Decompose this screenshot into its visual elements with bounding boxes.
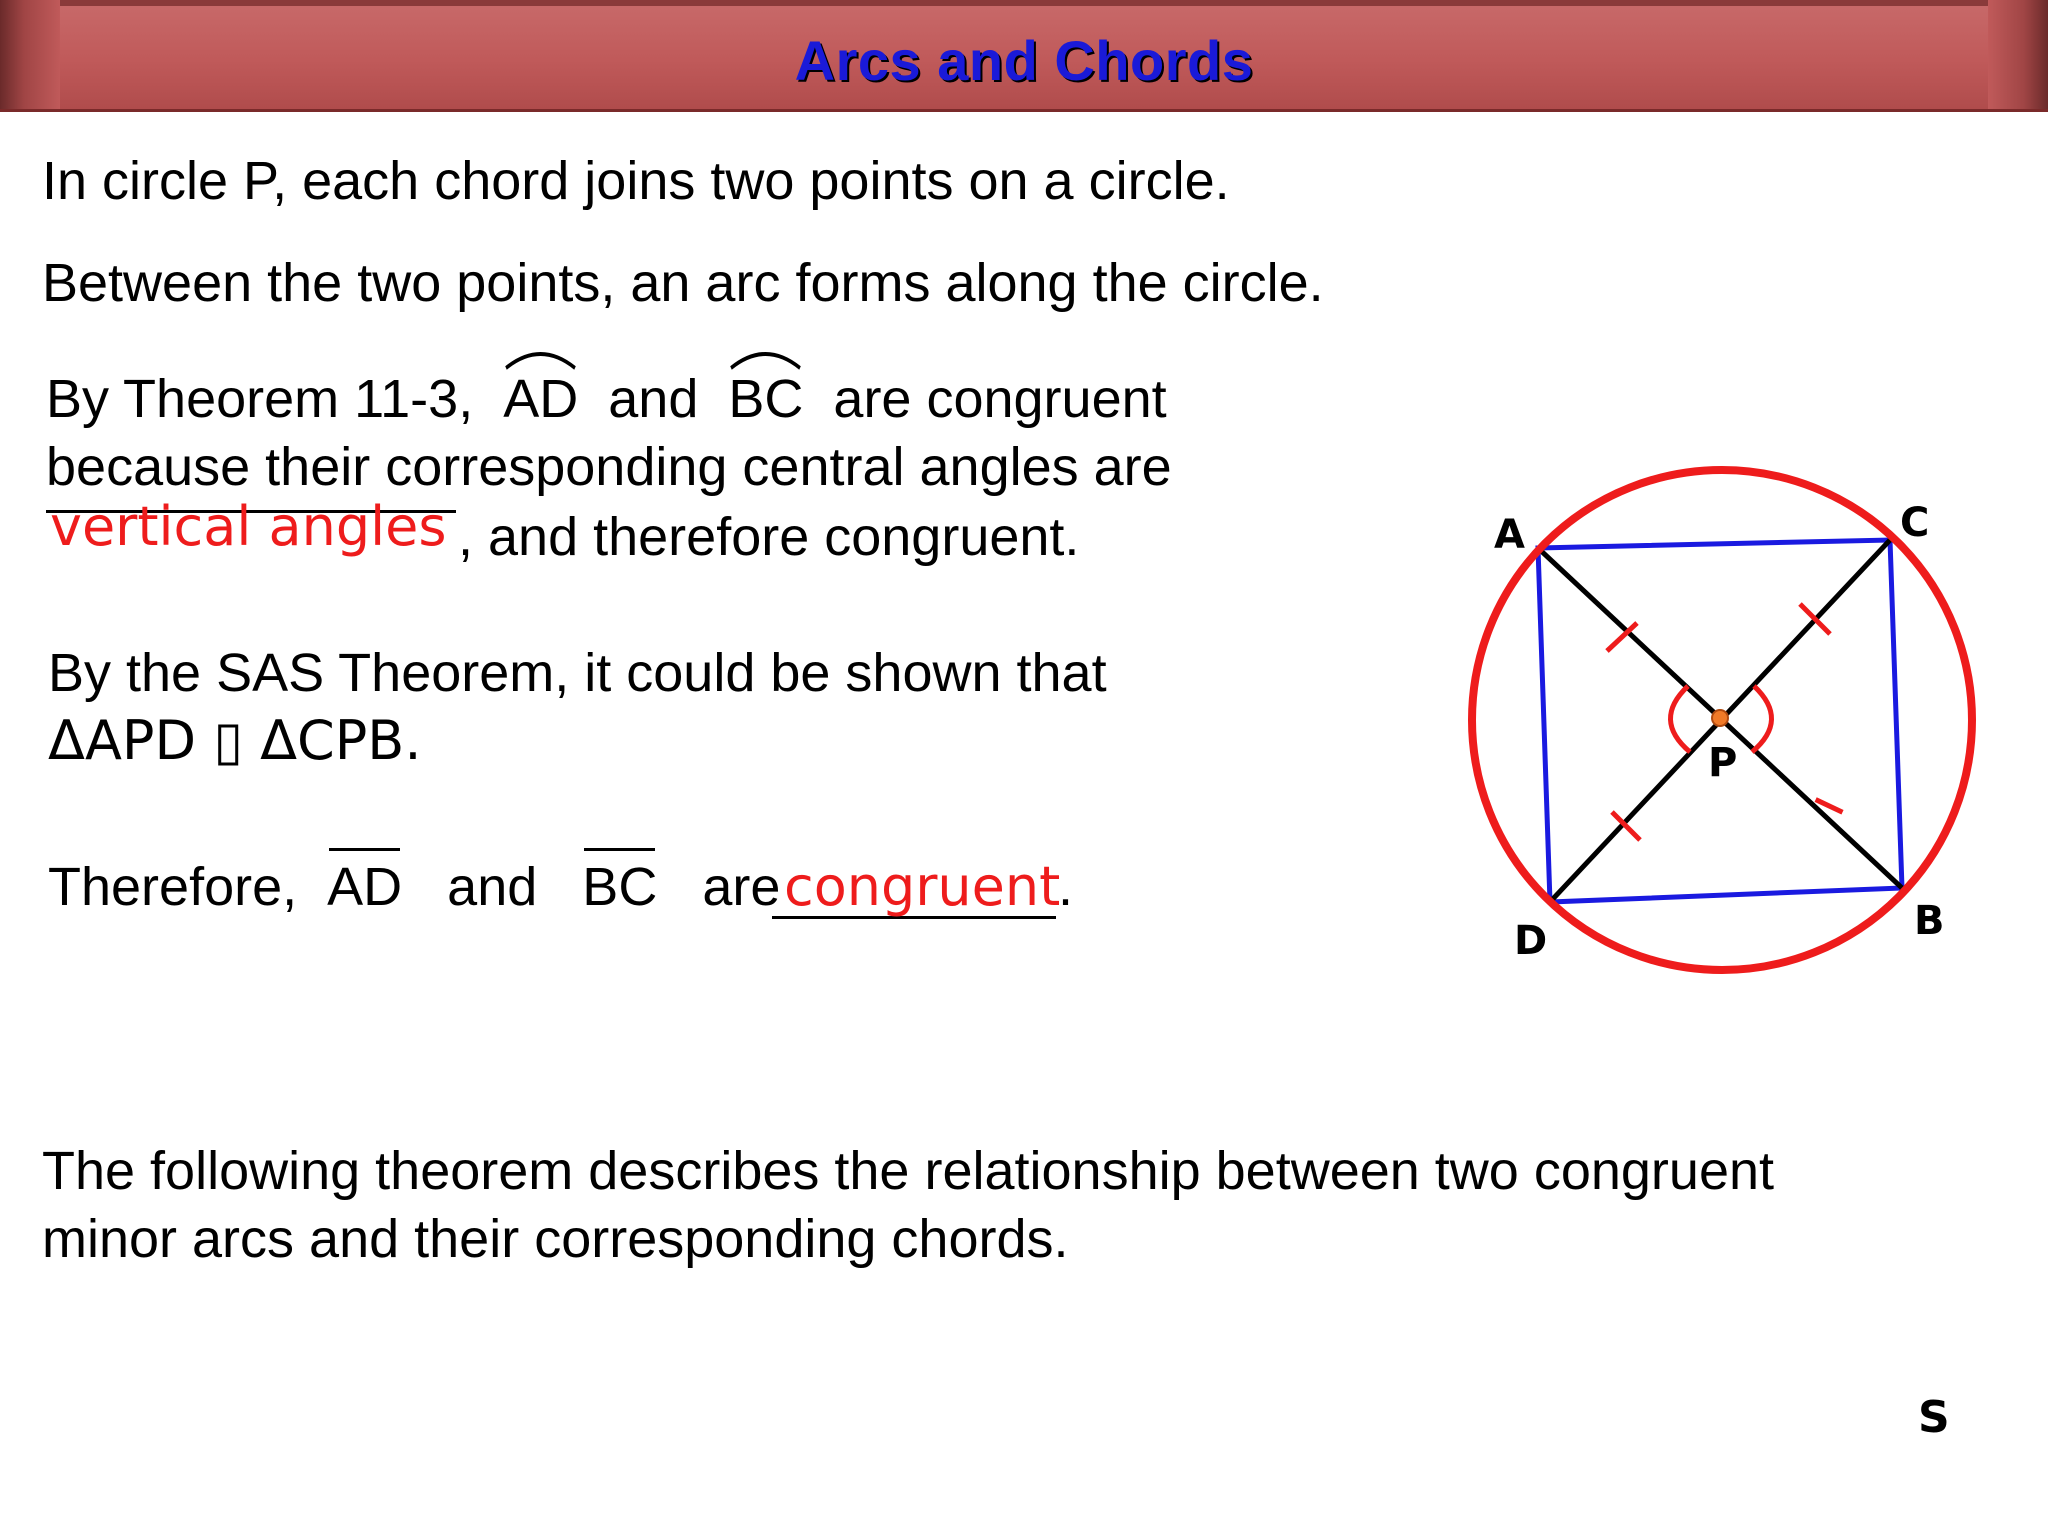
theorem-and: and [608,369,699,429]
label-b: B [1914,898,1945,944]
center-point [1712,710,1728,726]
tick-bp [1816,792,1843,819]
answer-congruent: congruent [784,855,1061,918]
sas-line-2: ΔAPD ▯ ΔCPB. [48,709,422,772]
intro-line-1: In circle P, each chord joins two points on a circle. [42,151,1230,211]
theorem-prefix: By Theorem 11-3, [46,369,474,429]
angle-mark-left [1670,686,1690,752]
therefore-and: and [447,857,538,917]
label-a: A [1494,512,1525,558]
therefore-prefix: Therefore, [48,857,298,917]
page-title: Arcs and Chords [794,29,1254,92]
theorem-suffix: are congruent [833,369,1167,429]
segment-bc-label: BC [582,857,658,917]
label-p: P [1708,740,1738,786]
theorem-line-2: because their corresponding central angles are [46,437,1172,497]
intro-line-2: Between the two points, an arc forms along the circle. [42,253,1324,313]
sas-line-1: By the SAS Theorem, it could be shown that [48,643,1107,703]
tick-dp [1612,812,1640,840]
arc-bc-label: BC [728,369,804,429]
angle-mark-right [1752,686,1772,752]
theorem-line-3: , and therefore congruent. [458,507,1080,567]
arc-ad-label: AD [503,369,579,429]
answer-vertical-angles: vertical angles [50,495,447,558]
segment-ad-label: AD [327,857,403,917]
page-mark: S [1918,1392,1950,1443]
label-d: D [1514,918,1548,964]
therefore-are: are [702,857,781,917]
closing-line-2: minor arcs and their corresponding chords. [42,1209,1069,1269]
therefore-end: . [1058,857,1074,917]
closing-line-1: The following theorem describes the relationship between two congruent [42,1141,1775,1201]
label-c: C [1900,500,1930,546]
